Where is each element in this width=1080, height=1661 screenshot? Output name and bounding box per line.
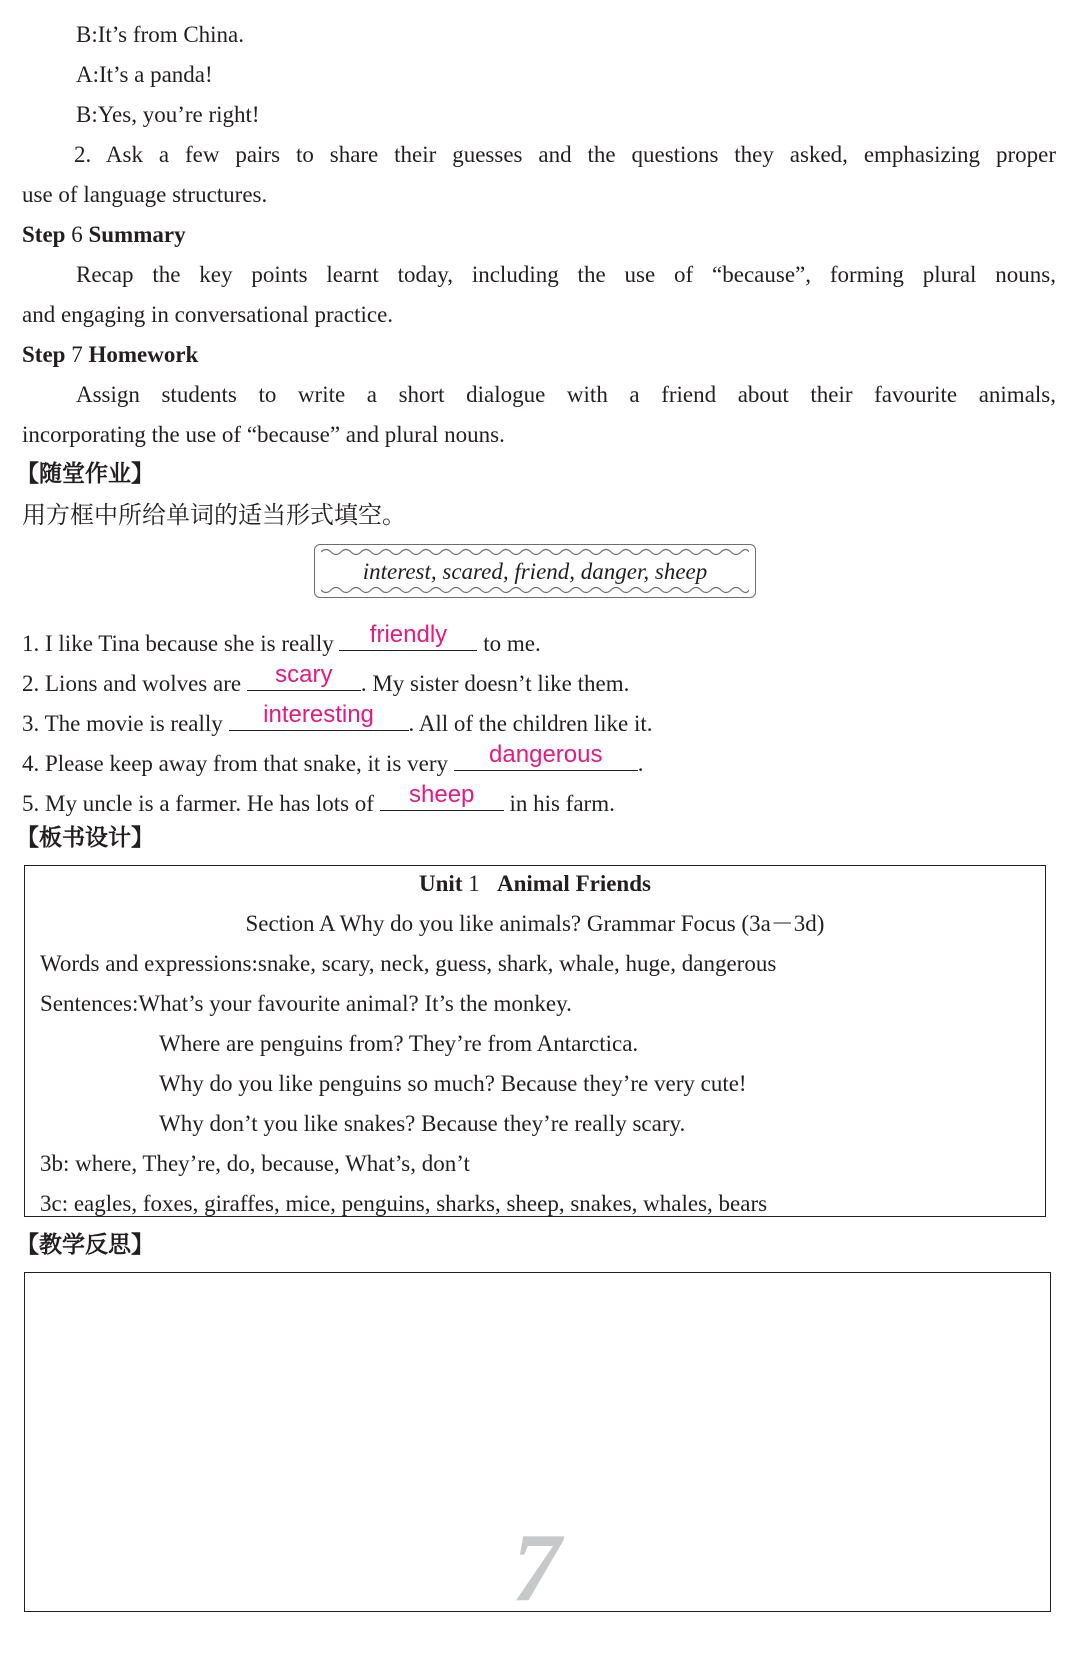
sentence-line: Sentences:What’s your favourite animal? It’s the monkey. — [40, 991, 572, 1016]
step7-heading — [22, 340, 198, 370]
answer-blank[interactable] — [454, 742, 638, 771]
answer-blank[interactable] — [229, 702, 409, 731]
step-label: Step — [22, 342, 66, 367]
item-text: 4. Please keep away from that snake, it is very — [22, 751, 449, 776]
sentence-line: Where are penguins from? They’re from Antarctica. — [159, 1031, 639, 1056]
sentence-line: Why don’t you like snakes? Because they’re really scary. — [159, 1111, 686, 1136]
board-heading: 【板书设计】 — [16, 825, 154, 851]
decorative-border-top — [321, 547, 749, 557]
answer-text: dangerous — [489, 741, 603, 768]
exercise-item-4 — [22, 742, 644, 779]
dialogue-line: A:It’s a panda! — [76, 62, 213, 87]
answer-blank[interactable] — [380, 782, 504, 811]
sentence-line: Why do you like penguins so much? Because they’re very cute! — [159, 1071, 747, 1096]
step7-line1: Assign students to write a short dialogue with a friend about their favourite animals, — [76, 382, 1056, 407]
step5-item2-line2: use of language structures. — [22, 182, 268, 207]
answer-text: friendly — [369, 621, 448, 648]
reflection-heading: 【教学反思】 — [16, 1232, 154, 1258]
step-label: Step — [22, 222, 66, 247]
answer-text: interesting — [263, 701, 374, 728]
step5-item2-line1: 2. Ask a few pairs to share their guesses and the questions they asked, emphasizing proper — [74, 142, 1056, 167]
item-text: 1. I like Tina because she is really — [22, 631, 334, 656]
step7-line2: incorporating the use of “because” and plural nouns. — [22, 422, 505, 447]
step-number: 7 — [71, 342, 83, 367]
word-box-words: interest, scared, friend, danger, sheep — [362, 559, 708, 584]
step6-line2: and engaging in conversational practice. — [22, 302, 394, 327]
answer-text: sheep — [409, 781, 475, 808]
answer-text: scary — [275, 661, 333, 688]
unit-label: Unit — [419, 871, 463, 896]
word-box — [314, 544, 756, 598]
item-text: . All of the children like it. — [408, 711, 653, 736]
step-title: Summary — [88, 222, 186, 247]
section-title: Section A Why do you like animals? Grammar Focus (3a－3d) — [245, 911, 825, 936]
step-title: Homework — [88, 342, 199, 367]
step6-line1: Recap the key points learnt today, including the use of “because”, forming plural nouns, — [76, 262, 1056, 287]
answer-blank[interactable] — [339, 622, 477, 651]
item-text: to me. — [483, 631, 541, 656]
step-number: 6 — [71, 222, 83, 247]
exercise-item-5 — [22, 782, 615, 819]
item-text: . My sister doesn’t like them. — [360, 671, 630, 696]
dialogue-line: B:It’s from China. — [76, 22, 245, 47]
exercise-3b: 3b: where, They’re, do, because, What’s, don’t — [40, 1151, 470, 1176]
unit-title — [0, 869, 1070, 899]
words-expressions: Words and expressions:snake, scary, neck, guess, shark, whale, huge, dangerous — [40, 951, 777, 976]
item-text: 5. My uncle is a farmer. He has lots of — [22, 791, 374, 816]
item-text: 3. The movie is really — [22, 711, 223, 736]
exercise-item-3 — [22, 702, 653, 739]
homework-heading: 【随堂作业】 — [16, 461, 154, 487]
exercise-item-1 — [22, 622, 541, 659]
unit-number: 1 — [468, 871, 480, 896]
dialogue-line: B:Yes, you’re right! — [76, 102, 260, 127]
exercise-item-2 — [22, 662, 629, 699]
answer-blank[interactable] — [247, 662, 361, 691]
unit-name: Animal Friends — [496, 871, 651, 896]
step6-heading — [22, 220, 186, 250]
item-text: 2. Lions and wolves are — [22, 671, 242, 696]
item-text: . — [637, 751, 644, 776]
page-number: 7 — [512, 1514, 561, 1622]
exercise-3c: 3c: eagles, foxes, giraffes, mice, penguins, sharks, sheep, snakes, whales, bears — [40, 1191, 768, 1216]
homework-instruction: 用方框中所给单词的适当形式填空。 — [22, 501, 406, 529]
decorative-border-bottom — [321, 585, 749, 595]
item-text: in his farm. — [509, 791, 615, 816]
